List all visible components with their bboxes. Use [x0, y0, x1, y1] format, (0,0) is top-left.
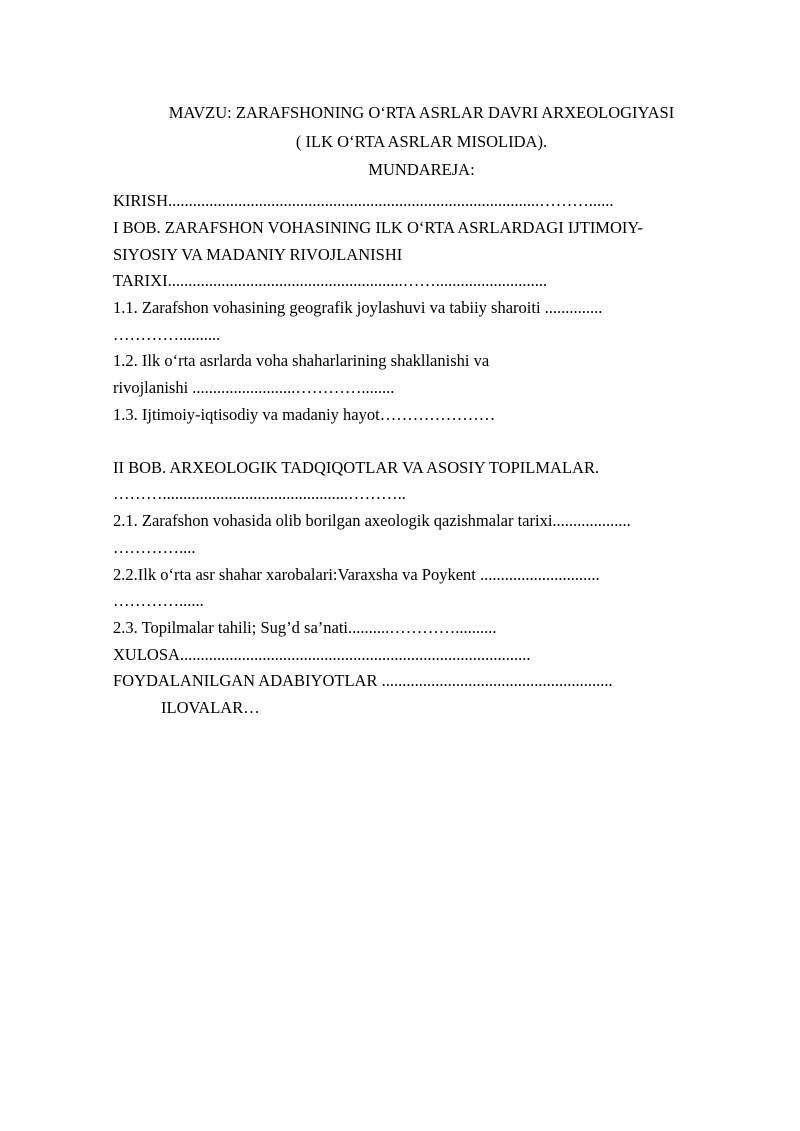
section-spacer	[113, 429, 730, 455]
toc-line-1-1-cont: …………..........	[113, 324, 221, 344]
toc-line-2-1: 2.1. Zarafshon vohasida olib borilgan axeologik qazishmalar tarixi...................	[113, 511, 631, 531]
document-body	[113, 100, 730, 722]
toc-line-2-2: 2.2.Ilk o‘rta asr shahar xarobalari:Varaxsha va Poykent .............................	[113, 564, 600, 584]
toc-line-references: FOYDALANILGAN ADABIYOTLAR ........................................................	[113, 671, 613, 691]
document-title-line-2: ( ILK O‘RTA ASRLAR MISOLIDA).	[295, 131, 548, 151]
toc-line-1-1: 1.1. Zarafshon vohasining geografik joylashuvi va tabiiy sharoiti ..............	[113, 298, 603, 318]
toc-line-kirish: KIRISH..........................................................................................………......	[113, 191, 614, 211]
toc-line-chapter2: II BOB. ARXEOLOGIK TADQIQOTLAR VA ASOSIY TOPILMALAR.	[113, 457, 600, 477]
toc-line-1-2-cont: rivojlanishi .........................…………........	[113, 378, 395, 398]
toc-line-chapter1-b: SIYOSIY VA MADANIY RIVOJLANISHI	[113, 244, 403, 264]
document-title-line-1: MAVZU: ZARAFSHONING O‘RTA ASRLAR DAVRI ARXEOLOGIYASI	[168, 103, 675, 122]
toc-line-chapter1-c: TARIXI.........................................................……...........................	[113, 271, 548, 291]
toc-line-chapter1-a: I BOB. ZARAFSHON VOHASINING ILK O‘RTA ASRLARDAGI IJTIMOIY-	[113, 217, 643, 237]
toc-line-1-2: 1.2. Ilk o‘rta asrlarda voha shaharlarining shakllanishi va	[113, 351, 490, 371]
toc-line-2-2-cont: …………......	[113, 591, 204, 611]
toc-line-1-3: 1.3. Ijtimoiy-iqtisodiy va madaniy hayot…………………	[113, 404, 496, 424]
toc-line-appendix: ILOVALAR…	[161, 698, 260, 718]
document-title-line-3: MUNDAREJA:	[368, 160, 475, 180]
toc-line-2-3: 2.3. Topilmalar tahili; Sug’d sa’nati..........…………..........	[113, 617, 497, 637]
toc-line-xulosa: XULOSA.....................................................................................	[113, 644, 531, 664]
toc-line-2-1-cont: …………....	[113, 537, 196, 557]
toc-line-chapter2-cont: ……….............................................………..	[113, 484, 406, 504]
